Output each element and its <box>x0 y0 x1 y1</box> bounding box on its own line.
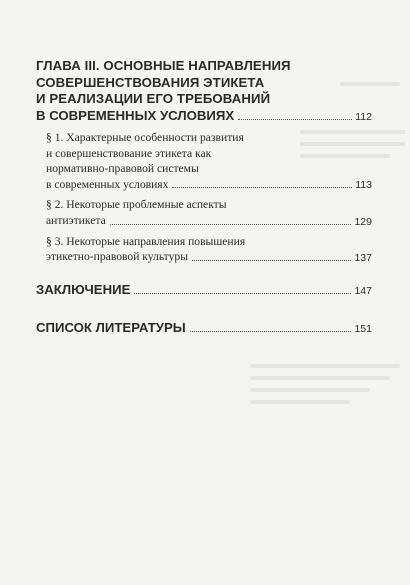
dot-leader <box>192 259 351 261</box>
chapter-title <box>36 58 336 108</box>
page-number: 112 <box>355 111 372 123</box>
section-last-row <box>46 249 372 265</box>
section-line: § 1. Характерные особенности развития <box>46 131 244 144</box>
section-line: в современных условиях <box>46 177 169 191</box>
references-entry <box>36 320 372 336</box>
section-entry <box>46 234 372 265</box>
show-through-mark <box>250 400 350 404</box>
page-number: 137 <box>354 251 372 264</box>
section-line: антиэтикета <box>46 213 106 227</box>
section-line: этикетно-правовой культуры <box>46 250 188 264</box>
references-title: СПИСОК ЛИТЕРАТУРЫ <box>36 319 186 335</box>
dot-leader <box>238 118 352 120</box>
conclusion-entry <box>36 282 372 298</box>
show-through-mark <box>250 364 400 368</box>
section-entry <box>46 197 372 228</box>
section-line: § 3. Некоторые направления повышения <box>46 234 246 248</box>
dot-leader <box>110 223 352 225</box>
page-number: 113 <box>355 179 372 192</box>
page-number: 151 <box>354 322 372 335</box>
chapter-title-line: СОВЕРШЕНСТВОВАНИЯ ЭТИКЕТА <box>36 74 265 90</box>
table-of-contents <box>36 58 372 336</box>
chapter-last-row <box>36 108 372 125</box>
conclusion-row <box>36 282 372 298</box>
dot-leader <box>190 330 352 332</box>
conclusion-title: ЗАКЛЮЧЕНИЕ <box>36 281 131 297</box>
section-list <box>46 130 372 265</box>
section-last-row <box>46 177 372 193</box>
show-through-mark <box>250 388 370 392</box>
dot-leader <box>172 186 352 188</box>
page-number: 147 <box>354 284 372 297</box>
section-line: § 2. Некоторые проблемные аспекты <box>46 198 227 212</box>
references-row <box>36 320 372 336</box>
page-number: 129 <box>354 215 372 228</box>
section-line: нормативно-правовой системы <box>46 162 199 176</box>
show-through-mark <box>250 376 390 380</box>
section-entry <box>46 130 372 192</box>
section-last-row <box>46 213 372 229</box>
dot-leader <box>134 292 351 294</box>
section-line: и совершенствование этикета как <box>46 146 212 160</box>
chapter-title-line: И РЕАЛИЗАЦИИ ЕГО ТРЕБОВАНИЙ <box>36 91 271 106</box>
chapter-title-line: ГЛАВА III. ОСНОВНЫЕ НАПРАВЛЕНИЯ <box>36 58 291 73</box>
chapter-entry <box>36 58 372 124</box>
chapter-title-line: В СОВРЕМЕННЫХ УСЛОВИЯХ <box>36 107 235 123</box>
